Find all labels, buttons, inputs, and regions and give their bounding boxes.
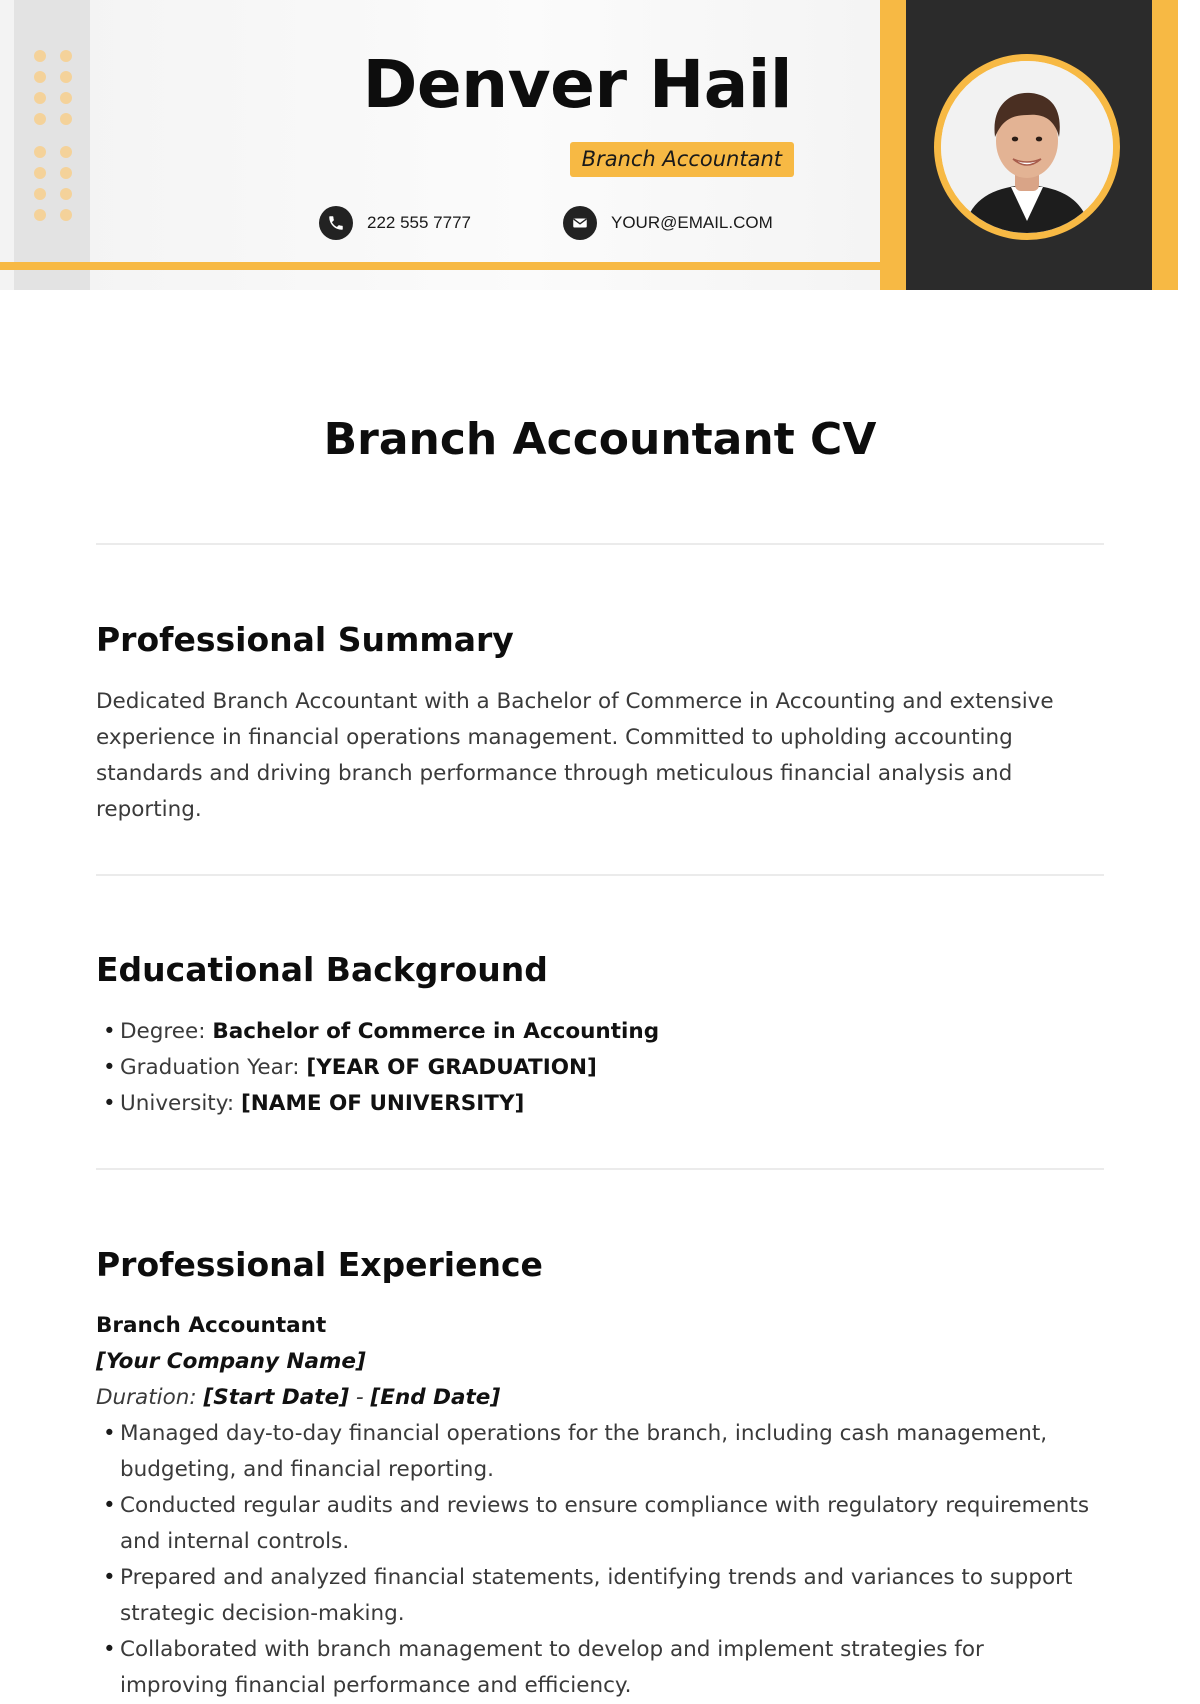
- university-value: [NAME OF UNIVERSITY]: [240, 1091, 525, 1116]
- decorative-strip: [14, 0, 90, 290]
- phone-contact[interactable]: [319, 206, 471, 240]
- duration-label: Duration:: [96, 1385, 197, 1410]
- company-name: [Your Company Name]: [96, 1349, 366, 1374]
- education-list: [96, 1014, 1096, 1122]
- start-date: [Start Date]: [203, 1385, 349, 1410]
- list-item: [96, 1050, 1096, 1086]
- list-item: [96, 1014, 1096, 1050]
- email-contact[interactable]: [563, 206, 773, 240]
- list-item: • Managed day-to-day financial operations for the branch, including cash management, budgeting, and financial reporting.: [96, 1416, 1096, 1488]
- phone-number: 222 555 7777: [367, 213, 471, 232]
- list-item: • Collaborated with branch management to develop and implement strategies for improving financial performance and efficiency.: [96, 1632, 1096, 1704]
- university-label: University:: [120, 1091, 235, 1116]
- job-title: Branch Accountant: [96, 1313, 327, 1338]
- end-date: [End Date]: [370, 1385, 501, 1410]
- header-accent-line: [0, 262, 882, 270]
- decorative-dots-bottom: [34, 146, 72, 221]
- graduation-year-label: Graduation Year:: [120, 1055, 300, 1080]
- role-badge: Branch Accountant: [570, 142, 794, 177]
- section-divider: [96, 543, 1104, 545]
- section-divider: [96, 1168, 1104, 1170]
- education-heading: Educational Background: [96, 950, 548, 989]
- section-divider: [96, 874, 1104, 876]
- list-item: [96, 1086, 1096, 1122]
- list-item: • Prepared and analyzed financial statements, identifying trends and variances to support strategic decision-making.: [96, 1560, 1096, 1632]
- email-address: YOUR@EMAIL.COM: [611, 213, 773, 232]
- duties-list: [96, 1416, 1096, 1704]
- graduation-year-value: [YEAR OF GRADUATION]: [306, 1055, 597, 1080]
- degree-value: Bachelor of Commerce in Accounting: [212, 1019, 660, 1044]
- person-name: Denver Hail: [362, 46, 792, 123]
- date-separator: -: [355, 1385, 364, 1410]
- profile-photo: [941, 61, 1113, 233]
- experience-heading: Professional Experience: [96, 1245, 543, 1284]
- degree-label: Degree:: [120, 1019, 206, 1044]
- summary-heading: Professional Summary: [96, 620, 514, 659]
- phone-icon: [319, 206, 353, 240]
- decorative-dots-top: [34, 50, 72, 125]
- envelope-icon: [563, 206, 597, 240]
- cv-header: [0, 0, 1200, 290]
- document-title: Branch Accountant CV: [323, 414, 877, 465]
- job-duration: [96, 1380, 500, 1416]
- list-item: • Conducted regular audits and reviews to ensure compliance with regulatory requirements and internal controls.: [96, 1488, 1096, 1560]
- summary-text: Dedicated Branch Accountant with a Bachelor of Commerce in Accounting and extensive experience in financial operations management. Committed to upholding accounting standards and driving branch performance through meticulous financial analysis and reporting.: [96, 689, 1054, 822]
